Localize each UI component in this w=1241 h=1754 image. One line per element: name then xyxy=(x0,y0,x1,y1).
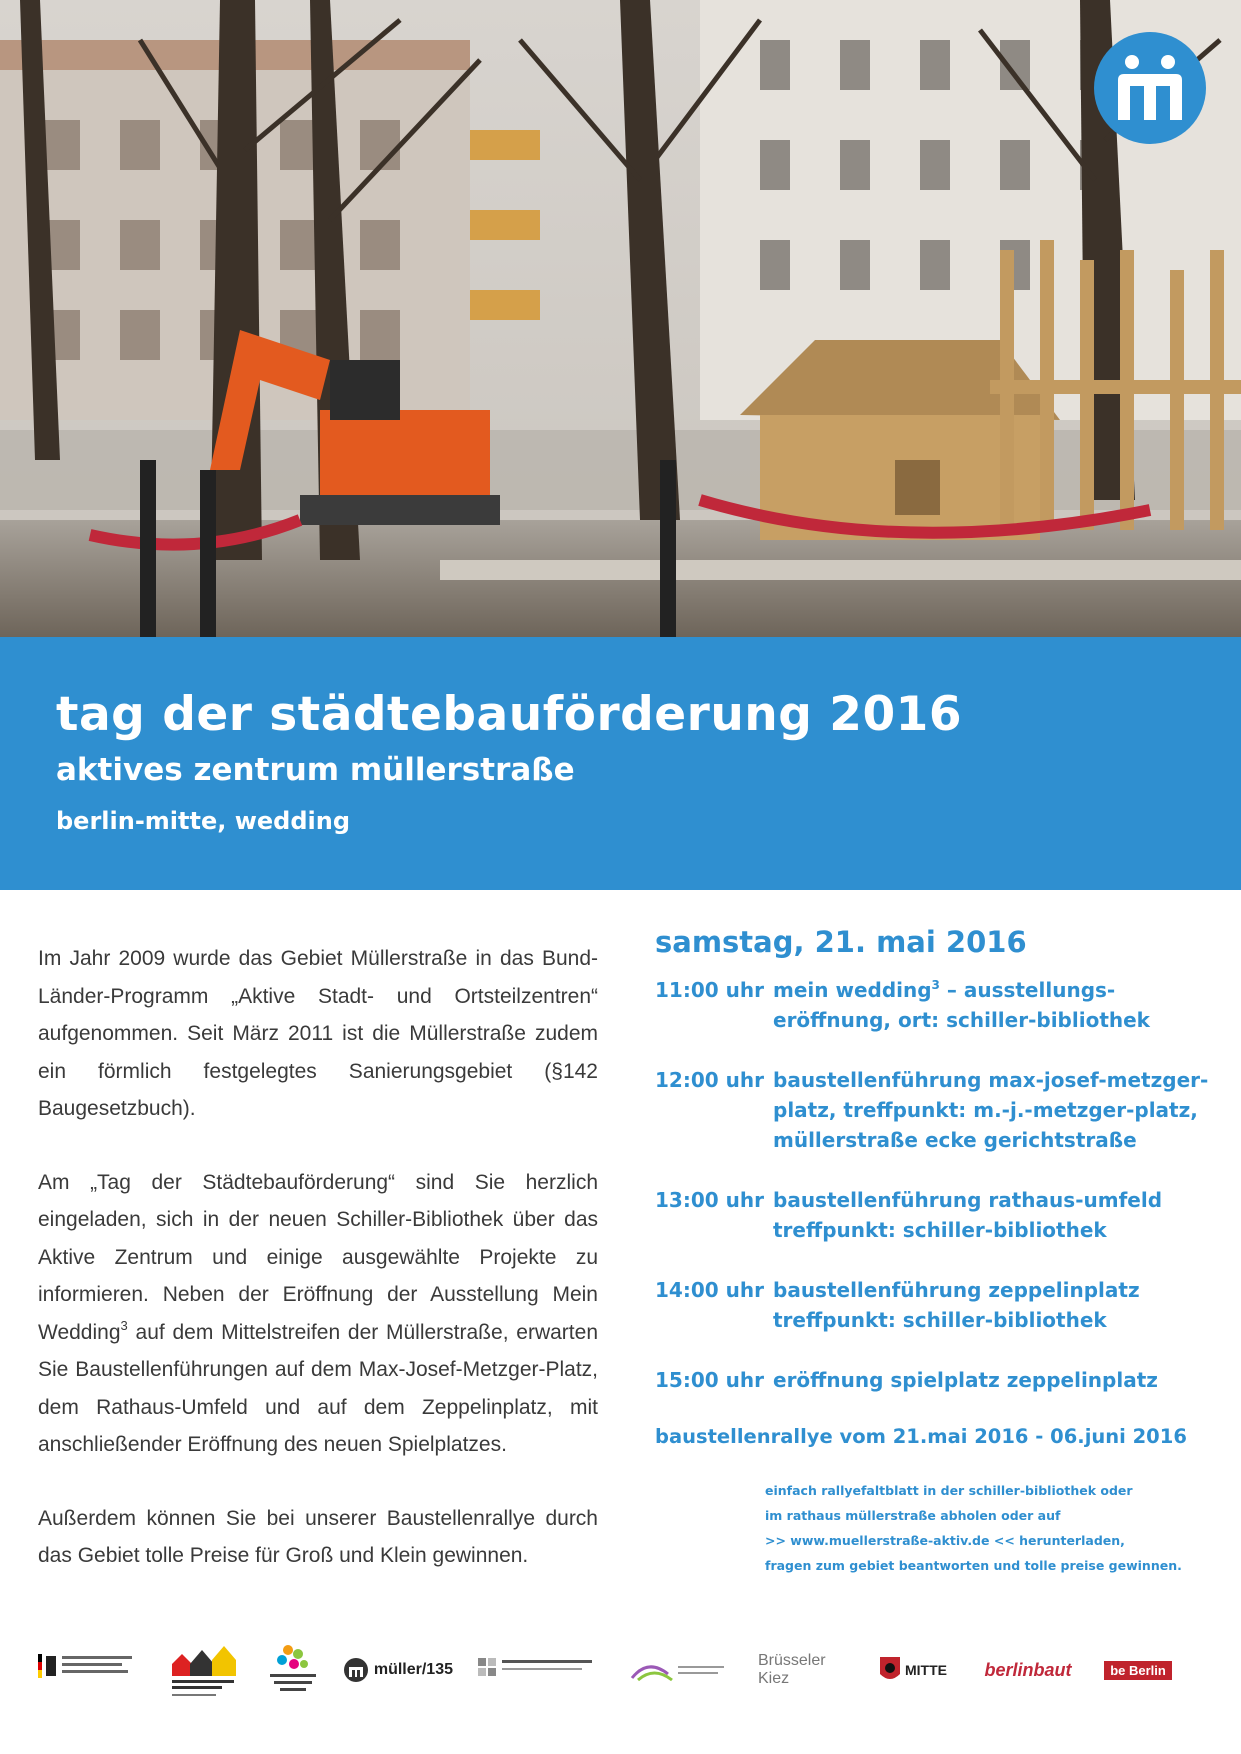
partner-mark-icon xyxy=(628,1650,728,1690)
schedule-event xyxy=(655,1185,1215,1245)
header-photo xyxy=(0,0,1241,637)
event-time: 15:00 uhr xyxy=(655,1368,764,1392)
website-link[interactable]: >> www.muellerstraße-aktiv.de << herunterladen, xyxy=(765,1533,1125,1548)
mueller-135-logo: müller/135 xyxy=(343,1640,453,1700)
event-time: 11:00 uhr xyxy=(655,978,764,1002)
event-time: 14:00 uhr xyxy=(655,1278,764,1302)
event-subtitle: aktives zentrum müllerstraße xyxy=(56,752,575,788)
federal-eagle-icon xyxy=(38,1650,138,1690)
bruesseler-kiez-logo: Brüsseler Kiez xyxy=(758,1652,826,1687)
jahn-mack-partner-mark-icon xyxy=(478,1650,598,1690)
berlinbaut-logo: berlinbaut xyxy=(984,1659,1072,1680)
event-description: eröffnung spielplatz zeppelinplatz xyxy=(773,1368,1158,1392)
houses-icon xyxy=(168,1640,238,1700)
logo-m-icon xyxy=(1094,32,1206,144)
colorful-dots-icon xyxy=(258,1640,328,1700)
event-location: berlin-mitte, wedding xyxy=(56,807,351,835)
staedtebaufoerderung-logo xyxy=(168,1640,238,1700)
be-berlin-logo: be Berlin xyxy=(1098,1640,1178,1700)
schedule-event xyxy=(655,1065,1215,1155)
event-schedule xyxy=(655,925,1215,1578)
event-description: mein wedding$^3$ – ausstellungs- eröffnung, ort: schiller-bibliothek xyxy=(773,978,1150,1032)
title-banner xyxy=(0,637,1241,890)
bear-coat-of-arms-icon xyxy=(879,1656,901,1684)
rallye-heading: baustellenrallye vom 21.mai 2016 - 06.juni 2016 xyxy=(655,1425,1187,1448)
mueller-m-icon xyxy=(343,1657,368,1683)
bmub-logo xyxy=(38,1640,138,1700)
partner-logo xyxy=(628,1640,728,1700)
event-title: tag der städtebauförderung 2016 xyxy=(56,687,963,742)
intro-paragraph-1: Im Jahr 2009 wurde das Gebiet Müllerstraße in das Bund-Länder-Programm „Aktive Stadt- und Ortsteilzentren“ aufgenommen. Seit März 2011 ist die Müllerstraße zudem ein förmlich festgelegtes Sanierungsgebiet (§142 Baugesetzbuch). xyxy=(38,947,598,1120)
intro-text xyxy=(38,940,598,1611)
event-description: baustellenführung zeppelinplatz treffpunkt: schiller-bibliothek xyxy=(773,1278,1140,1332)
mueller-logo xyxy=(1094,32,1206,144)
schedule-event xyxy=(655,1365,1215,1395)
event-time: 13:00 uhr xyxy=(655,1188,764,1212)
schedule-event xyxy=(655,1275,1215,1335)
schedule-date: samstag, 21. mai 2016 xyxy=(655,925,1027,959)
event-time: 12:00 uhr xyxy=(655,1068,764,1092)
sponsor-logos xyxy=(38,1640,1218,1710)
bezirksamt-mitte-logo: MITTE xyxy=(878,1640,948,1700)
rallye-note: einfach rallyefaltblatt in der schiller-bibliothek oder im rathaus müllerstraße abholen oder auf >> www.muellerstraße-aktiv.de << herunterladen, fragen zum gebiet beantworten und tolle preise gewinnen. xyxy=(765,1478,1215,1578)
intro-paragraph-2: Am „Tag der Städtebauförderung“ sind Sie herzlich eingeladen, sich in der neuen Schiller-Bibliothek über das Aktive Zentrum und einige ausgewählte Projekte zu informieren. Neben der Eröffnung der Ausstellung Mein Wedding$^3$ auf dem Mittelstreifen der Müllerstraße, erwarten Sie Baustellenführungen auf dem Max-Josef-Metzger-Platz, dem Rathaus-Umfeld und auf dem Zeppelinplatz, mit anschließender Eröffnung des neuen Spielplatzes. xyxy=(38,1170,598,1456)
event-description: baustellenführung rathaus-umfeld treffpunkt: schiller-bibliothek xyxy=(773,1188,1163,1242)
aktive-zentren-logo xyxy=(258,1640,328,1700)
event-description: baustellenführung max-josef-metzger- platz, treffpunkt: m.-j.-metzger-platz, müllerstraße ecke gerichtstraße xyxy=(773,1068,1209,1152)
intro-paragraph-3: Außerdem können Sie bei unserer Baustellenrallye durch das Gebiet tolle Preise für Groß und Klein gewinnen. xyxy=(38,1506,598,1567)
playground-construction-photo xyxy=(0,0,1241,637)
jahn-mack-partner-logo xyxy=(478,1640,598,1700)
schedule-event xyxy=(655,975,1215,1035)
